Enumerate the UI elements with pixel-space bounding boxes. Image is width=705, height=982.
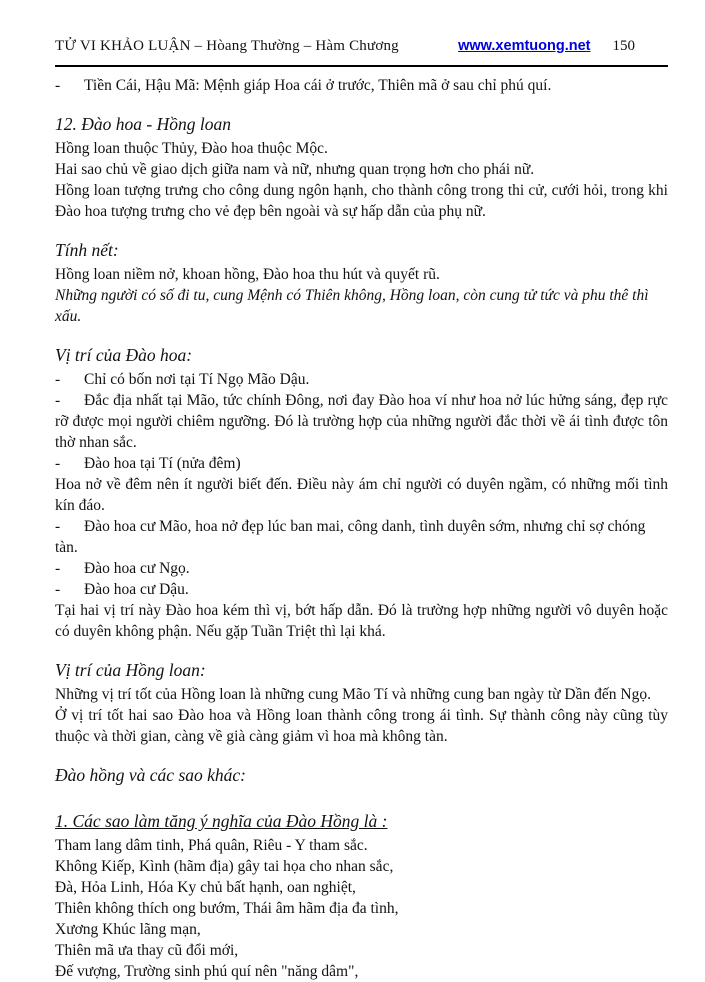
paragraph: Hồng loan niềm nở, khoan hồng, Đào hoa thu hút và quyết rũ. [55,266,440,283]
bullet-dash: - [55,581,61,598]
paragraph: Tham lang dâm tinh, Phá quân, Riêu - Y tham sắc. [55,837,368,854]
header-rule [55,65,668,67]
bullet-paragraph: - Tiền Cái, Hậu Mã: Mệnh giáp Hoa cái ở trước, Thiên mã ở sau chỉ phú quí. [55,77,552,94]
bullet-dash: - [55,371,61,388]
paragraph: Ở vị trí tốt hai sao Đào hoa và Hồng loan thành công trong ái tình. Sự thành công này cũng tùy thuộc và thời gian, càng về già càng giảm vì hoa mà không tàn. [55,707,668,745]
paragraph: Những vị trí tốt của Hồng loan là những cung Mão Tí và những cung ban ngày từ Dần đến Ngọ. [55,686,651,703]
bullet-paragraph: - Đào hoa cư Ngọ. [55,560,190,577]
section-heading: Tính nết: [55,240,119,260]
paragraph: Đà, Hỏa Linh, Hóa Ky chủ bất hạnh, oan nghiệt, [55,879,356,896]
document-header [55,36,668,56]
section-heading: Vị trí của Đào hoa: [55,345,193,365]
bullet-paragraph: - Đắc địa nhất tại Mão, tức chính Đông, nơi đay Đào hoa ví như hoa nở lúc hửng sáng, đẹp rực rỡ được mọi người chiêm ngưỡng. Đó là trường hợp của những người đắc thời về ái tình được tôn thờ nhan sắc. [55,392,668,451]
section-heading: 1. Các sao làm tăng ý nghĩa của Đào Hồng là : [55,811,388,831]
paragraph: Hai sao chủ về giao dịch giữa nam và nữ, nhưng quan trọng hơn cho phái nữ. [55,161,535,178]
paragraph: Tại hai vị trí này Đào hoa kém thì vị, bớt hấp dẫn. Đó là trường hợp những người vô duyên hoặc có duyên không phận. Nếu gặp Tuần Triệt thì lại khá. [55,602,668,640]
bullet-paragraph: - Đào hoa cư Dậu. [55,581,189,598]
paragraph: Những người có số đi tu, cung Mệnh có Thiên không, Hồng loan, còn cung tử tức và phu thê thì xấu. [55,287,649,325]
page-number: 150 [612,38,635,54]
document-body [55,75,668,982]
paragraph: Hồng loan thuộc Thủy, Đào hoa thuộc Mộc. [55,140,328,157]
paragraph: Hoa nở về đêm nên ít người biết đến. Điều này ám chỉ người có duyên ngầm, có những mối tình kín đáo. [55,476,668,514]
header-right-group [458,36,668,56]
bullet-paragraph: - Chỉ có bốn nơi tại Tí Ngọ Mão Dậu. [55,371,310,388]
bullet-paragraph: - Đào hoa cư Mão, hoa nở đẹp lúc ban mai, công danh, tình duyên sớm, nhưng chỉ sợ chóng tàn. [55,518,646,556]
bullet-paragraph: - Đào hoa tại Tí (nửa đêm) [55,455,241,472]
header-title: TỬ VI KHẢO LUẬN – Hòang Thường – Hàm Chương [55,38,399,54]
bullet-dash: - [55,560,61,577]
bullet-dash: - [55,77,61,94]
paragraph: Hồng loan tượng trưng cho công dung ngôn hạnh, cho thành công trong thi cử, cưới hỏi, trong khi Đào hoa tượng trưng cho vẻ đẹp bên ngoài và sự hấp dẫn của phụ nữ. [55,182,668,220]
bullet-dash: - [55,518,61,535]
paragraph: Xương Khúc lãng mạn, [55,921,201,938]
paragraph: Đế vượng, Trường sinh phú quí nên "năng dâm", [55,963,359,980]
bullet-dash: - [55,455,61,472]
paragraph: Thiên không thích ong bướm, Thái âm hãm địa đa tình, [55,900,399,917]
section-heading: Vị trí của Hồng loan: [55,660,206,680]
header-link[interactable]: www.xemtuong.net [458,38,591,54]
section-heading: 12. Đào hoa - Hồng loan [55,114,231,134]
section-heading: Đào hồng và các sao khác: [55,765,246,785]
paragraph: Thiên mã ưa thay cũ đổi mới, [55,942,239,959]
paragraph: Không Kiếp, Kình (hãm địa) gây tai họa cho nhan sắc, [55,858,394,875]
bullet-dash: - [55,392,61,409]
